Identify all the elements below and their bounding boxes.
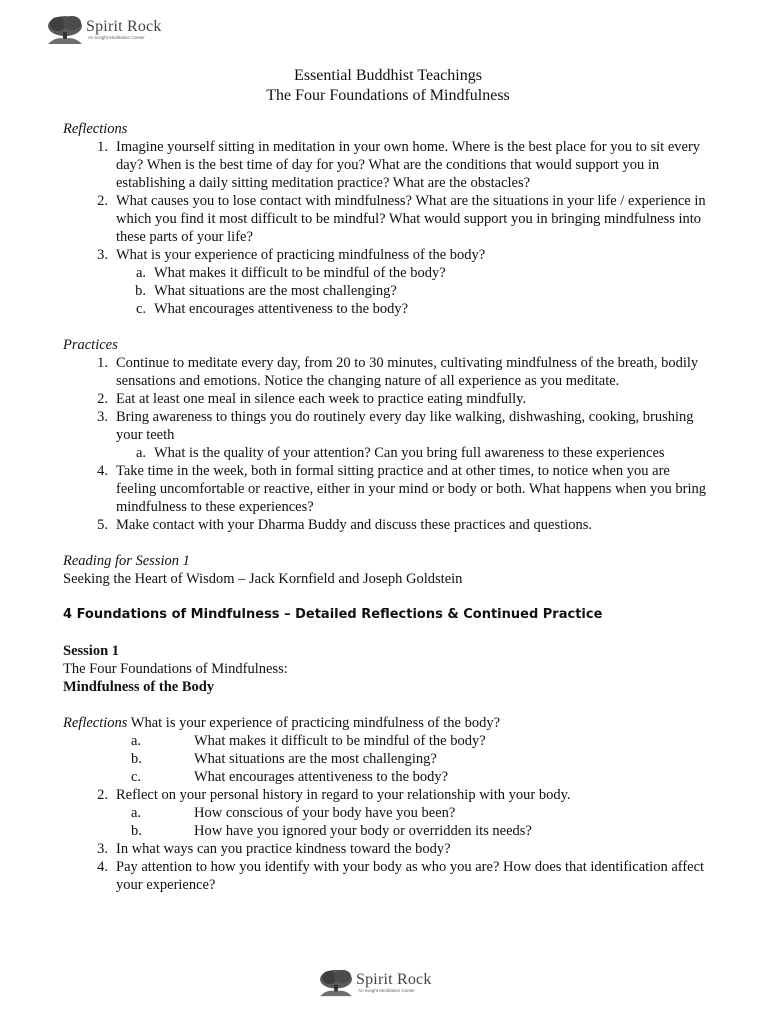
logo-tagline: An Insight Meditation Center (88, 35, 145, 41)
reflections-list (63, 138, 713, 318)
tree-icon (318, 968, 354, 998)
list-item: 4. Take time in the week, both in formal sitting practice and at other times, to notice when you are feeling uncomfortable or reactive, either in your mind or body or both. What happens when you bring mindfulness to these experiences? (97, 463, 707, 515)
title-line-2: The Four Foundations of Mindfulness (266, 87, 510, 104)
sub-list-item: a. What makes it difficult to be mindful of the body? (135, 265, 446, 281)
detailed-reflection-lead: Reflections What is your experience of practicing mindfulness of the body? (63, 715, 501, 731)
detailed-heading: 4 Foundations of Mindfulness – Detailed Reflections & Continued Practice (63, 607, 603, 622)
sub-list-item: a. How conscious of your body have you been? (131, 805, 456, 821)
list-item: 2. Reflect on your personal history in regard to your relationship with your body. (97, 787, 571, 803)
list-item: 2. Eat at least one meal in silence each week to practice eating mindfully. (97, 391, 527, 407)
list-item: 1. Imagine yourself sitting in meditation in your own home. Where is the best place for you to sit every day? When is the best time of day for you? What are the conditions that would support you in establishing a daily sitting meditation practice? What are the obstacles? (97, 139, 701, 191)
sub-list-item: b. What situations are the most challenging? (135, 283, 397, 299)
document-title (63, 66, 713, 106)
practices-list (63, 354, 713, 534)
tree-icon (46, 14, 84, 46)
document-body (63, 66, 713, 894)
list-item: 3. Bring awareness to things you do routinely every day like walking, dishwashing, cooking, brushing your teeth (97, 409, 694, 443)
list-item: 1. Continue to meditate every day, from 20 to 30 minutes, cultivating mindfulness of the breath, bodily sensations and emotions. Notice the changing nature of all experience as you meditate. (97, 355, 699, 389)
logo-header (46, 14, 162, 46)
session-subtitle: The Four Foundations of Mindfulness: (63, 661, 288, 677)
logo-footer (318, 968, 432, 998)
list-item: 3. What is your experience of practicing mindfulness of the body? (97, 247, 486, 263)
logo-name: Spirit Rock (86, 18, 162, 36)
sub-list-item: c. What encourages attentiveness to the body? (131, 769, 449, 785)
reading-label: Reading for Session 1 (63, 553, 190, 569)
list-item: 5. Make contact with your Dharma Buddy and discuss these practices and questions. (97, 517, 592, 533)
logo-tagline: An Insight Meditation Center (358, 988, 415, 994)
reading-text: Seeking the Heart of Wisdom – Jack Kornfield and Joseph Goldstein (63, 571, 463, 587)
title-line-1: Essential Buddhist Teachings (294, 67, 482, 84)
practices-label: Practices (63, 337, 118, 353)
list-item: 2. What causes you to lose contact with mindfulness? What are the situations in your life / experience in which you find it most difficult to be mindful? What would support you in bringing mindfulness into these parts of your life? (97, 193, 706, 245)
logo-name: Spirit Rock (356, 971, 432, 989)
sub-list-item: c. What encourages attentiveness to the body? (135, 301, 409, 317)
sub-list-item: b. What situations are the most challenging? (131, 751, 437, 767)
reflections-label: Reflections (63, 121, 128, 137)
session-focus: Mindfulness of the Body (63, 679, 215, 695)
sub-list-item: a. What is the quality of your attention? Can you bring full awareness to these experiences (135, 445, 665, 461)
sub-list-item: a. What makes it difficult to be mindful of the body? (131, 733, 486, 749)
session-heading: Session 1 (63, 643, 120, 659)
list-item: 3. In what ways can you practice kindness toward the body? (97, 841, 451, 857)
sub-list-item: b. How have you ignored your body or overridden its needs? (131, 823, 532, 839)
list-item: 4. Pay attention to how you identify with your body as who you are? How does that identification affect your experience? (97, 859, 705, 893)
